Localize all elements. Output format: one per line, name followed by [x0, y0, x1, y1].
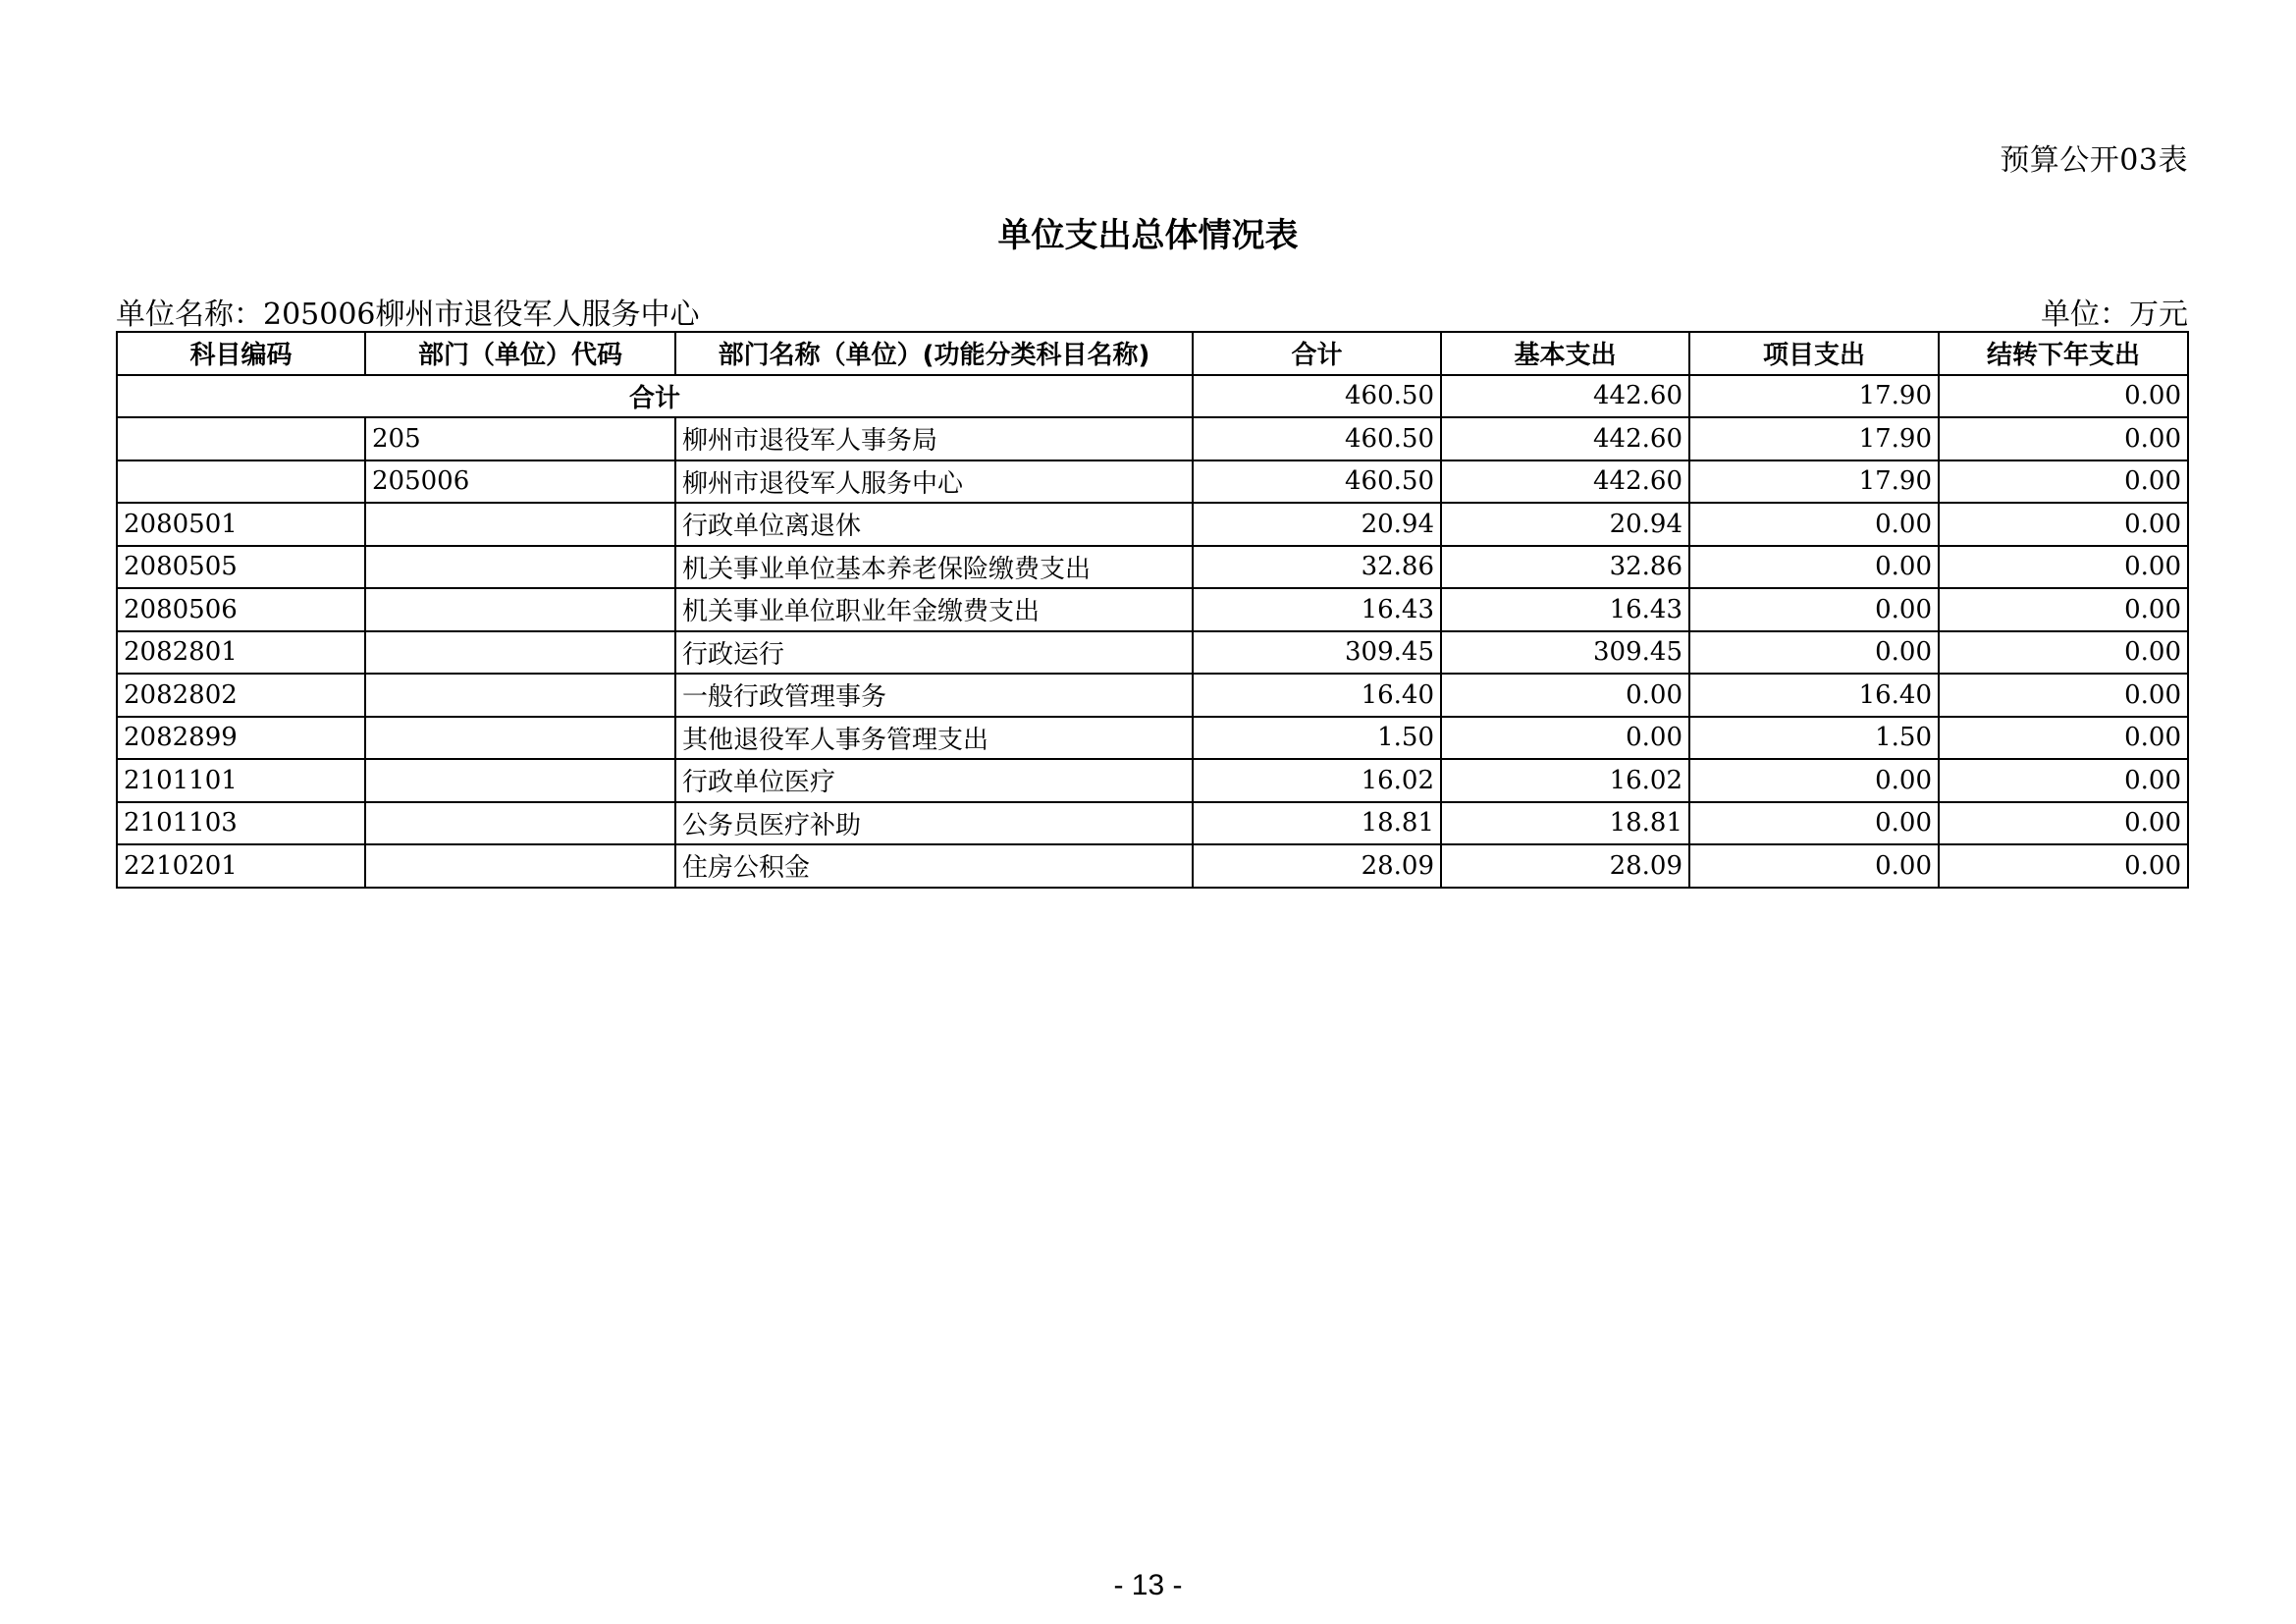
name-cell: 一般行政管理事务 [675, 674, 1193, 717]
project-cell: 0.00 [1689, 844, 1939, 888]
total-cell: 460.50 [1193, 375, 1441, 418]
basic-cell: 16.02 [1441, 759, 1689, 802]
project-cell: 17.90 [1689, 375, 1939, 418]
total-cell: 460.50 [1193, 417, 1441, 460]
carryover-cell: 0.00 [1939, 759, 2188, 802]
expenditure-table [116, 331, 2189, 889]
total-cell: 32.86 [1193, 546, 1441, 589]
subject-code-cell: 2210201 [117, 844, 365, 888]
dept-code-cell [365, 717, 675, 760]
table-header-row [117, 332, 2188, 375]
carryover-cell: 0.00 [1939, 802, 2188, 845]
basic-cell: 16.43 [1441, 588, 1689, 631]
column-header: 项目支出 [1689, 332, 1939, 375]
name-cell: 行政单位医疗 [675, 759, 1193, 802]
dept-code-cell [365, 844, 675, 888]
table-row [117, 460, 2188, 504]
subject-code-cell: 2080501 [117, 503, 365, 546]
project-cell: 0.00 [1689, 588, 1939, 631]
dept-code-cell [365, 759, 675, 802]
basic-cell: 0.00 [1441, 674, 1689, 717]
name-cell: 机关事业单位职业年金缴费支出 [675, 588, 1193, 631]
table-row [117, 417, 2188, 460]
subject-code-cell: 2082801 [117, 631, 365, 675]
basic-cell: 442.60 [1441, 375, 1689, 418]
dept-code-cell [365, 631, 675, 675]
basic-cell: 309.45 [1441, 631, 1689, 675]
name-cell: 行政运行 [675, 631, 1193, 675]
project-cell: 0.00 [1689, 631, 1939, 675]
page-title: 单位支出总体情况表 [997, 216, 1299, 255]
project-cell: 0.00 [1689, 802, 1939, 845]
carryover-cell: 0.00 [1939, 674, 2188, 717]
carryover-cell: 0.00 [1939, 503, 2188, 546]
name-cell: 行政单位离退休 [675, 503, 1193, 546]
name-cell: 柳州市退役军人事务局 [675, 417, 1193, 460]
subject-code-cell: 2101103 [117, 802, 365, 845]
project-cell: 17.90 [1689, 460, 1939, 504]
project-cell: 1.50 [1689, 717, 1939, 760]
name-cell: 住房公积金 [675, 844, 1193, 888]
project-cell: 16.40 [1689, 674, 1939, 717]
table-row [117, 588, 2188, 631]
dept-code-cell [365, 503, 675, 546]
project-cell: 17.90 [1689, 417, 1939, 460]
dept-code-cell: 205006 [365, 460, 675, 504]
table-row [117, 631, 2188, 675]
project-cell: 0.00 [1689, 546, 1939, 589]
basic-cell: 442.60 [1441, 460, 1689, 504]
carryover-cell: 0.00 [1939, 546, 2188, 589]
subject-code-cell: 2080506 [117, 588, 365, 631]
column-header: 部门名称（单位）(功能分类科目名称) [675, 332, 1193, 375]
subject-code-cell: 2082802 [117, 674, 365, 717]
subject-code-cell: 2082899 [117, 717, 365, 760]
carryover-cell: 0.00 [1939, 417, 2188, 460]
dept-code-cell [365, 546, 675, 589]
dept-code-cell [365, 674, 675, 717]
table-row [117, 759, 2188, 802]
table-row [117, 674, 2188, 717]
carryover-cell: 0.00 [1939, 588, 2188, 631]
column-header: 部门（单位）代码 [365, 332, 675, 375]
total-cell: 16.40 [1193, 674, 1441, 717]
carryover-cell: 0.00 [1939, 375, 2188, 418]
table-row [117, 844, 2188, 888]
table-row [117, 546, 2188, 589]
table-row [117, 503, 2188, 546]
carryover-cell: 0.00 [1939, 460, 2188, 504]
carryover-cell: 0.00 [1939, 717, 2188, 760]
table-row [117, 802, 2188, 845]
dept-code-cell: 205 [365, 417, 675, 460]
total-cell: 16.43 [1193, 588, 1441, 631]
basic-cell: 442.60 [1441, 417, 1689, 460]
basic-cell: 0.00 [1441, 717, 1689, 760]
basic-cell: 20.94 [1441, 503, 1689, 546]
name-cell: 机关事业单位基本养老保险缴费支出 [675, 546, 1193, 589]
name-cell: 公务员医疗补助 [675, 802, 1193, 845]
subject-code-cell: 2101101 [117, 759, 365, 802]
total-cell: 1.50 [1193, 717, 1441, 760]
total-cell: 28.09 [1193, 844, 1441, 888]
unit-name: 单位名称：205006柳州市退役军人服务中心 [116, 298, 700, 332]
carryover-cell: 0.00 [1939, 631, 2188, 675]
dept-code-cell [365, 802, 675, 845]
total-cell: 460.50 [1193, 460, 1441, 504]
carryover-cell: 0.00 [1939, 844, 2188, 888]
subject-code-cell: 2080505 [117, 546, 365, 589]
total-cell: 16.02 [1193, 759, 1441, 802]
basic-cell: 18.81 [1441, 802, 1689, 845]
basic-cell: 32.86 [1441, 546, 1689, 589]
dept-code-cell [365, 588, 675, 631]
total-label: 合计 [117, 375, 1193, 418]
column-header: 基本支出 [1441, 332, 1689, 375]
total-cell: 309.45 [1193, 631, 1441, 675]
basic-cell: 28.09 [1441, 844, 1689, 888]
column-header: 科目编码 [117, 332, 365, 375]
page-number: - 13 - [1113, 1569, 1183, 1601]
project-cell: 0.00 [1689, 759, 1939, 802]
name-cell: 柳州市退役军人服务中心 [675, 460, 1193, 504]
subject-code-cell [117, 417, 365, 460]
form-code: 预算公开03表 [2000, 143, 2188, 178]
name-cell: 其他退役军人事务管理支出 [675, 717, 1193, 760]
total-row [117, 375, 2188, 418]
project-cell: 0.00 [1689, 503, 1939, 546]
total-cell: 18.81 [1193, 802, 1441, 845]
subject-code-cell [117, 460, 365, 504]
column-header: 合计 [1193, 332, 1441, 375]
column-header: 结转下年支出 [1939, 332, 2188, 375]
table-row [117, 717, 2188, 760]
unit-label: 单位：万元 [2041, 298, 2188, 332]
total-cell: 20.94 [1193, 503, 1441, 546]
